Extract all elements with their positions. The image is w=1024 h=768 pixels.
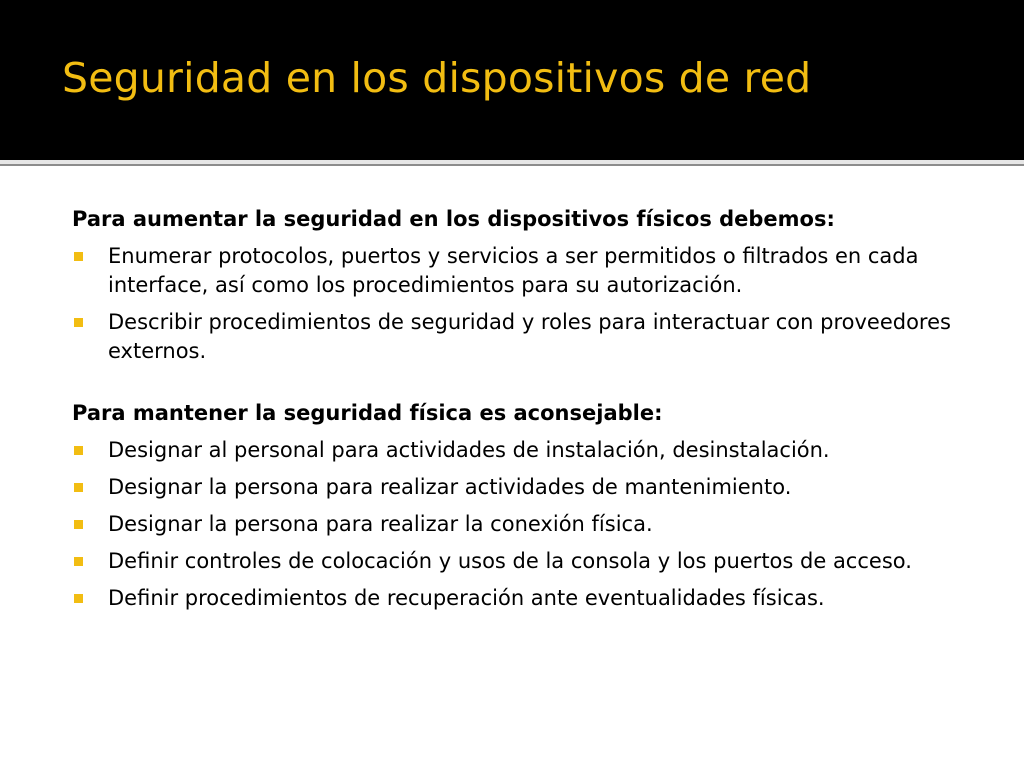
- slide-content: [72, 205, 992, 613]
- square-bullet-icon: [74, 318, 83, 327]
- bullet-text: Designar la persona para realizar actividades de mantenimiento.: [108, 475, 792, 499]
- bullet-list: [72, 242, 992, 366]
- bullet-item: [72, 584, 992, 613]
- bullet-text: Enumerar protocolos, puertos y servicios a ser permitidos o filtrados en cada interface, así como los procedimientos para su autorización.: [108, 244, 919, 297]
- section-heading: Para mantener la seguridad física es aconsejable:: [72, 401, 663, 425]
- title-band: [0, 0, 1024, 160]
- bullet-text: Definir controles de colocación y usos de la consola y los puertos de acceso.: [108, 549, 912, 573]
- square-bullet-icon: [74, 594, 83, 603]
- slide-title: Seguridad en los dispositivos de red: [62, 54, 812, 102]
- bullet-item: [72, 547, 992, 576]
- square-bullet-icon: [74, 557, 83, 566]
- bullet-text: Designar al personal para actividades de instalación, desinstalación.: [108, 438, 830, 462]
- section-aumentar-seguridad: [72, 205, 992, 366]
- bullet-item: [72, 242, 992, 300]
- bullet-list: [72, 436, 992, 613]
- bullet-item: [72, 436, 992, 465]
- bullet-text: Designar la persona para realizar la conexión física.: [108, 512, 653, 536]
- title-divider-dark: [0, 164, 1024, 166]
- bullet-text: Definir procedimientos de recuperación ante eventualidades físicas.: [108, 586, 825, 610]
- section-mantener-seguridad: [72, 399, 992, 613]
- square-bullet-icon: [74, 446, 83, 455]
- bullet-item: [72, 308, 992, 366]
- square-bullet-icon: [74, 483, 83, 492]
- bullet-text: Describir procedimientos de seguridad y roles para interactuar con proveedores externos.: [108, 310, 951, 363]
- square-bullet-icon: [74, 252, 83, 261]
- square-bullet-icon: [74, 520, 83, 529]
- section-heading: Para aumentar la seguridad en los dispositivos físicos debemos:: [72, 207, 835, 231]
- bullet-item: [72, 473, 992, 502]
- bullet-item: [72, 510, 992, 539]
